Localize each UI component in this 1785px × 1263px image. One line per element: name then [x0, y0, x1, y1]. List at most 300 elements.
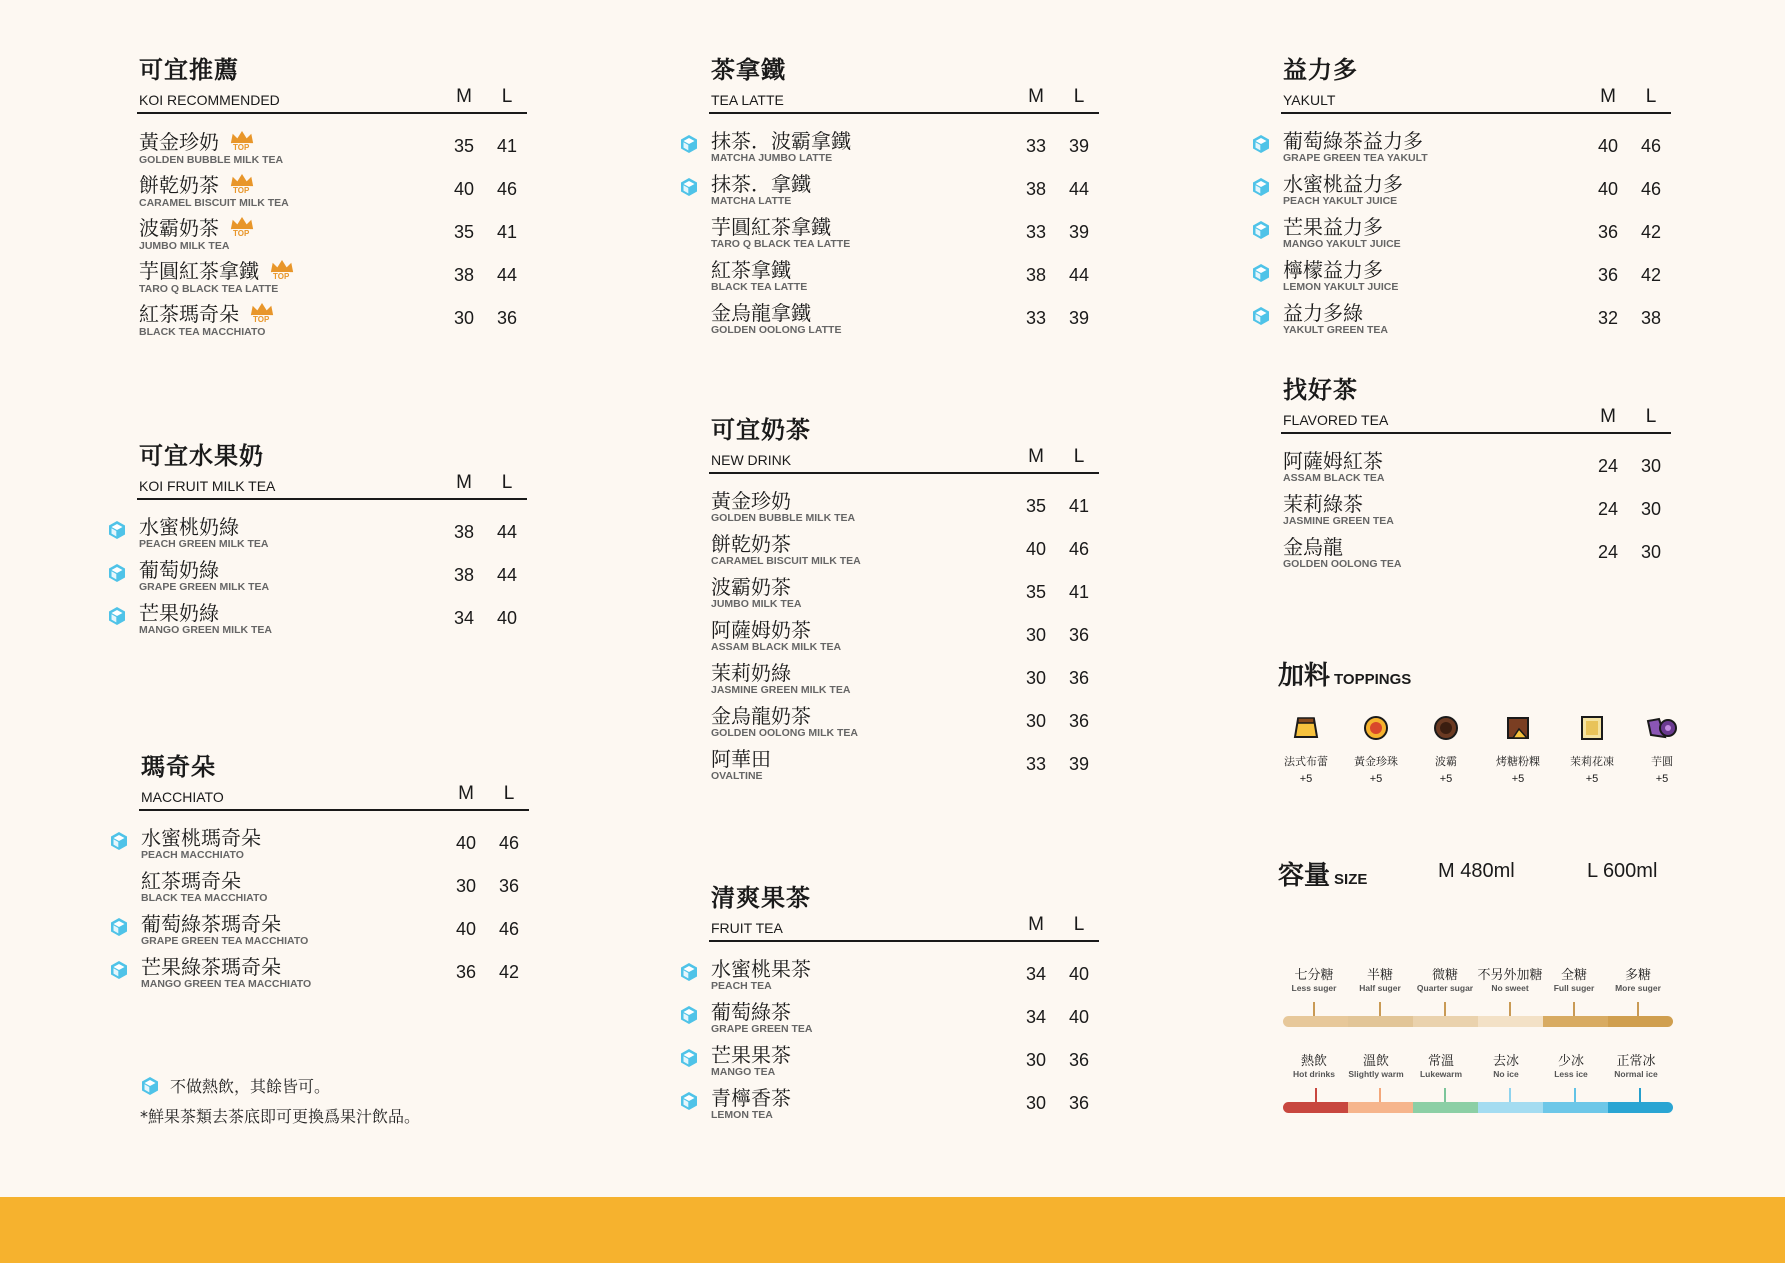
section-subtitle: YAKULT [1283, 92, 1336, 108]
price-m: 33 [1025, 222, 1047, 242]
item-name-en: GOLDEN OOLONG MILK TEA [711, 727, 858, 739]
ice-option[interactable]: 熱飲 Hot drinks [1292, 1054, 1336, 1079]
crown-icon: TOP [229, 173, 257, 197]
ice-option[interactable]: 溫飲 Slightly warm [1348, 1054, 1404, 1079]
golden-pearl-icon [1361, 715, 1391, 741]
cube-icon [1251, 177, 1271, 197]
item-name: 茉莉奶綠 [711, 661, 791, 685]
sugar-bar [1348, 1016, 1413, 1027]
item-name-en: YAKULT GREEN TEA [1283, 324, 1389, 336]
cube-icon [109, 960, 129, 980]
item-name: 檸檬益力多 [1283, 258, 1383, 282]
sugar-option[interactable]: 不另外加糖 No sweet [1477, 968, 1543, 993]
item-name-en: TARO Q BLACK TEA LATTE [711, 238, 851, 250]
size-l-header: L [503, 783, 515, 804]
sugar-tick [1509, 1002, 1511, 1016]
item-name: 紅茶拿鐵 [711, 258, 791, 282]
section-title: 瑪奇朵 [141, 753, 216, 781]
sugar-jelly-icon [1503, 715, 1533, 741]
size-m-header: M [1600, 406, 1616, 427]
item-name: 芋圓紅茶拿鐵 [711, 215, 831, 239]
price-m: 36 [1597, 265, 1619, 285]
cube-icon [679, 1005, 699, 1025]
price-l: 44 [496, 522, 518, 542]
size-l-header: L [1645, 406, 1657, 427]
sugar-tick [1573, 1002, 1575, 1016]
ice-tick [1379, 1088, 1381, 1102]
menu-item[interactable] [1281, 173, 1671, 216]
item-name-en: GOLDEN OOLONG TEA [1283, 558, 1402, 570]
price-l: 41 [496, 222, 518, 242]
cube-icon [107, 606, 127, 626]
section-subtitle: TEA LATTE [711, 92, 784, 108]
section-title: 找好茶 [1283, 376, 1358, 404]
item-name-en: GOLDEN BUBBLE MILK TEA [711, 512, 856, 524]
menu-item[interactable] [709, 619, 1099, 662]
cube-icon [1251, 306, 1271, 326]
ice-bar [1348, 1102, 1413, 1113]
price-l: 30 [1640, 456, 1662, 476]
price-m: 34 [1025, 964, 1047, 984]
item-name-en: JASMINE GREEN MILK TEA [711, 684, 851, 696]
section-title: 益力多 [1283, 56, 1358, 84]
sugar-option[interactable]: 全糖 Full suger [1553, 968, 1595, 993]
price-l: 44 [496, 565, 518, 585]
topping-taro-ball[interactable]: 芋圓 +5 [1626, 715, 1698, 785]
item-name: 金烏龍拿鐵 [711, 301, 811, 325]
item-name: 餅乾奶茶 [711, 532, 791, 556]
item-name: 芒果益力多 [1283, 215, 1383, 239]
cube-icon [1251, 220, 1271, 240]
item-name-en: CARAMEL BISCUIT MILK TEA [139, 197, 289, 209]
menu-item[interactable] [1281, 259, 1671, 302]
price-m: 35 [453, 136, 475, 156]
item-name: 金烏龍奶茶 [711, 704, 811, 728]
ice-bar [1608, 1102, 1673, 1113]
section-header [709, 446, 1099, 474]
menu-item[interactable] [709, 302, 1099, 345]
menu-item[interactable] [1281, 493, 1671, 536]
price-l: 46 [1068, 539, 1090, 559]
topping-boba[interactable]: 波霸 +5 [1410, 715, 1482, 785]
price-l: 46 [498, 833, 520, 853]
price-l: 39 [1068, 754, 1090, 774]
section-header [709, 914, 1099, 942]
menu-item[interactable] [709, 705, 1099, 748]
price-l: 41 [1068, 496, 1090, 516]
price-l: 42 [1640, 265, 1662, 285]
price-m: 30 [1025, 711, 1047, 731]
item-name: 葡萄綠茶瑪奇朵 [141, 912, 281, 936]
item-name-en: MANGO GREEN TEA MACCHIATO [141, 978, 312, 990]
section-header [1281, 86, 1671, 114]
item-name: 茉莉綠茶 [1283, 492, 1363, 516]
menu-item[interactable] [139, 870, 529, 913]
size-m-header: M [456, 472, 472, 493]
price-l: 39 [1068, 136, 1090, 156]
price-m: 33 [1025, 754, 1047, 774]
sugar-option[interactable]: 多糖 More suger [1615, 968, 1661, 993]
menu-item[interactable] [709, 259, 1099, 302]
section-subtitle: FLAVORED TEA [1283, 412, 1389, 428]
price-m: 40 [1597, 179, 1619, 199]
crown-icon: TOP [229, 216, 257, 240]
item-name: 紅茶瑪奇朵 [141, 869, 241, 893]
price-m: 30 [1025, 625, 1047, 645]
item-name-en: GRAPE GREEN TEA [711, 1023, 813, 1035]
price-l: 46 [496, 179, 518, 199]
price-m: 36 [1597, 222, 1619, 242]
menu-item[interactable] [137, 216, 527, 259]
menu-item[interactable] [139, 956, 529, 999]
boba-icon [1431, 715, 1461, 741]
menu-item[interactable] [709, 1001, 1099, 1044]
topping-pudding[interactable]: 法式布蕾 +5 [1270, 715, 1342, 785]
price-l: 36 [1068, 1093, 1090, 1113]
price-l: 36 [1068, 711, 1090, 731]
item-name: 葡萄綠茶益力多 [1283, 129, 1423, 153]
item-name: 阿薩姆紅茶 [1283, 449, 1383, 473]
price-l: 41 [1068, 582, 1090, 602]
item-name: 阿薩姆奶茶 [711, 618, 811, 642]
sugar-bar [1478, 1016, 1543, 1027]
section-fruit-milk [137, 442, 527, 645]
item-name: 抹茶．波霸拿鐵 [711, 129, 851, 153]
item-name-en: MATCHA JUMBO LATTE [711, 152, 833, 164]
jasmine-jelly-icon [1577, 715, 1607, 741]
price-l: 41 [496, 136, 518, 156]
item-name-en: CARAMEL BISCUIT MILK TEA [711, 555, 861, 567]
menu-item[interactable] [137, 130, 527, 173]
item-name: 波霸奶茶 [139, 216, 219, 240]
section-subtitle: NEW DRINK [711, 452, 792, 468]
price-l: 39 [1068, 308, 1090, 328]
item-name: 芒果綠茶瑪奇朵 [141, 955, 281, 979]
item-name: 餅乾奶茶 [139, 173, 219, 197]
menu-item[interactable] [139, 827, 529, 870]
item-name-en: LEMON YAKULT JUICE [1283, 281, 1399, 293]
price-l: 42 [1640, 222, 1662, 242]
item-name: 水蜜桃奶綠 [139, 515, 239, 539]
price-m: 30 [453, 308, 475, 328]
price-m: 40 [1025, 539, 1047, 559]
menu-item[interactable] [137, 173, 527, 216]
size-m-header: M [1028, 914, 1044, 935]
item-name: 抹茶．拿鐵 [711, 172, 811, 196]
size-l-header: L [501, 472, 513, 493]
section-title: 茶拿鐵 [711, 56, 786, 84]
section-fruit-tea [709, 884, 1099, 1130]
crown-icon: TOP [249, 302, 277, 326]
cube-icon [1251, 134, 1271, 154]
menu-item[interactable] [137, 259, 527, 302]
price-m: 40 [1597, 136, 1619, 156]
item-name-en: MANGO TEA [711, 1066, 776, 1078]
price-l: 36 [498, 876, 520, 896]
item-name: 黃金珍奶 [711, 489, 791, 513]
sugar-tick [1637, 1002, 1639, 1016]
section-macchiato [139, 753, 529, 999]
menu-item[interactable] [709, 130, 1099, 173]
ice-tick [1574, 1088, 1576, 1102]
menu-item[interactable] [709, 576, 1099, 619]
menu-item[interactable] [709, 1087, 1099, 1130]
topping-golden-pearl[interactable]: 黃金珍珠 +5 [1340, 715, 1412, 785]
item-name-en: BLACK TEA MACCHIATO [139, 326, 266, 338]
ice-option[interactable]: 常溫 Lukewarm [1419, 1054, 1463, 1079]
item-name-en: JUMBO MILK TEA [139, 240, 230, 252]
price-l: 36 [1068, 1050, 1090, 1070]
price-l: 40 [496, 608, 518, 628]
item-name: 葡萄奶綠 [139, 558, 219, 582]
size-m-header: M [1028, 446, 1044, 467]
ice-option[interactable]: 去冰 No ice [1492, 1054, 1519, 1079]
sugar-bar [1543, 1016, 1608, 1027]
cube-icon [679, 1091, 699, 1111]
ice-bar [1283, 1102, 1348, 1113]
ice-level-scale [1283, 1054, 1673, 1116]
section-tea-latte [709, 56, 1099, 345]
sugar-option[interactable]: 半糖 Half suger [1359, 968, 1401, 993]
menu-item[interactable] [709, 173, 1099, 216]
cube-icon [109, 831, 129, 851]
ice-tick [1639, 1088, 1641, 1102]
price-l: 42 [498, 962, 520, 982]
section-title: 可宜奶茶 [711, 416, 811, 444]
footer-band [0, 1197, 1785, 1263]
price-l: 30 [1640, 542, 1662, 562]
size-m-header: M [458, 783, 474, 804]
item-name-en: GOLDEN OOLONG LATTE [711, 324, 842, 336]
price-l: 36 [1068, 668, 1090, 688]
menu-item[interactable] [1281, 536, 1671, 579]
price-m: 38 [453, 522, 475, 542]
cube-icon [109, 917, 129, 937]
taro-ball-icon [1645, 715, 1679, 741]
section-title: 可宜推薦 [139, 56, 239, 84]
sugar-option[interactable]: 微糖 Quarter sugar [1416, 968, 1474, 993]
item-name-en: TARO Q BLACK TEA LATTE [139, 283, 279, 295]
item-name: 芒果奶綠 [139, 601, 219, 625]
item-name-en: JASMINE GREEN TEA [1283, 515, 1394, 527]
item-name: 阿華田 [711, 747, 771, 771]
section-title: 清爽果茶 [711, 884, 811, 912]
menu-item[interactable] [137, 602, 527, 645]
item-name-en: GOLDEN BUBBLE MILK TEA [139, 154, 284, 166]
ice-tick [1315, 1088, 1317, 1102]
price-l: 36 [496, 308, 518, 328]
price-m: 35 [453, 222, 475, 242]
item-name-en: JUMBO MILK TEA [711, 598, 802, 610]
section-header [137, 472, 527, 500]
item-name: 波霸奶茶 [711, 575, 791, 599]
ice-option[interactable]: 少冰 Less ice [1554, 1054, 1588, 1079]
footnote-fruit-juice: *鮮果茶類去茶底即可更換爲果汁飲品。 [140, 1107, 421, 1126]
section-header [1281, 406, 1671, 434]
price-l: 46 [1640, 179, 1662, 199]
section-header [137, 86, 527, 114]
price-m: 35 [1025, 496, 1047, 516]
crown-icon: TOP [229, 130, 257, 154]
sugar-bar [1608, 1016, 1673, 1027]
price-m: 32 [1597, 308, 1619, 328]
price-m: 24 [1597, 456, 1619, 476]
section-milk-tea [709, 416, 1099, 791]
item-name: 水蜜桃益力多 [1283, 172, 1403, 196]
item-name: 青檸香茶 [711, 1086, 791, 1110]
menu-item[interactable] [709, 662, 1099, 705]
toppings-title: 加料 TOPPINGS [1278, 660, 1412, 690]
price-m: 38 [1025, 265, 1047, 285]
size-m-header: M [1600, 86, 1616, 107]
price-m: 38 [453, 265, 475, 285]
sugar-level-scale [1283, 968, 1673, 1030]
price-m: 30 [1025, 668, 1047, 688]
price-l: 44 [1068, 265, 1090, 285]
item-name: 黃金珍奶 [139, 130, 219, 154]
item-name-en: ASSAM BLACK TEA [1283, 472, 1385, 484]
cube-icon [107, 563, 127, 583]
price-m: 24 [1597, 542, 1619, 562]
price-l: 36 [1068, 625, 1090, 645]
section-subtitle: MACCHIATO [141, 789, 224, 805]
item-name: 葡萄綠茶 [711, 1000, 791, 1024]
item-name-en: MATCHA LATTE [711, 195, 792, 207]
ice-bar [1413, 1102, 1478, 1113]
price-m: 40 [453, 179, 475, 199]
item-name: 益力多綠 [1283, 301, 1363, 325]
item-name-en: ASSAM BLACK MILK TEA [711, 641, 842, 653]
menu-item[interactable] [137, 302, 527, 345]
cube-icon [679, 134, 699, 154]
section-yakult [1281, 56, 1671, 345]
item-name-en: PEACH MACCHIATO [141, 849, 244, 861]
section-title: 可宜水果奶 [139, 442, 264, 470]
cube-icon [107, 520, 127, 540]
item-name-en: GRAPE GREEN TEA MACCHIATO [141, 935, 309, 947]
topping-sugar-jelly[interactable]: 烤糖粉粿 +5 [1482, 715, 1554, 785]
price-m: 30 [1025, 1093, 1047, 1113]
price-m: 30 [455, 876, 477, 896]
pudding-icon [1291, 715, 1321, 741]
item-name: 芒果果茶 [711, 1043, 791, 1067]
size-l-header: L [1645, 86, 1657, 107]
price-m: 24 [1597, 499, 1619, 519]
size-l-header: L [1073, 914, 1085, 935]
cube-icon [679, 1048, 699, 1068]
ice-bar [1478, 1102, 1543, 1113]
menu-item[interactable] [709, 958, 1099, 1001]
sugar-tick [1313, 1002, 1315, 1016]
menu-item[interactable] [1281, 130, 1671, 173]
sugar-option[interactable]: 七分糖 Less suger [1291, 968, 1337, 993]
size-m-value: M 480ml [1438, 860, 1515, 882]
price-m: 33 [1025, 308, 1047, 328]
size-l-header: L [501, 86, 513, 107]
price-l: 38 [1640, 308, 1662, 328]
item-name-en: PEACH YAKULT JUICE [1283, 195, 1398, 207]
section-flavored [1281, 376, 1671, 579]
menu-item[interactable] [137, 516, 527, 559]
sugar-bar [1283, 1016, 1348, 1027]
price-m: 30 [1025, 1050, 1047, 1070]
menu-item[interactable] [137, 559, 527, 602]
menu-item[interactable] [1281, 216, 1671, 259]
item-name: 金烏龍 [1283, 535, 1343, 559]
price-l: 40 [1068, 1007, 1090, 1027]
item-name-en: PEACH GREEN MILK TEA [139, 538, 269, 550]
price-l: 39 [1068, 222, 1090, 242]
size-m-header: M [1028, 86, 1044, 107]
item-name-en: BLACK TEA LATTE [711, 281, 808, 293]
price-m: 40 [455, 919, 477, 939]
size-l-header: L [1073, 446, 1085, 467]
section-recommended [137, 56, 527, 345]
price-l: 44 [1068, 179, 1090, 199]
size-l-value: L 600ml [1587, 860, 1658, 882]
sugar-bar [1413, 1016, 1478, 1027]
cube-icon [140, 1076, 160, 1096]
price-m: 36 [455, 962, 477, 982]
ice-option[interactable]: 正常冰 Normal ice [1614, 1054, 1658, 1079]
price-l: 46 [498, 919, 520, 939]
menu-item[interactable] [709, 748, 1099, 791]
item-name-en: BLACK TEA MACCHIATO [141, 892, 268, 904]
cube-icon [1251, 263, 1271, 283]
sugar-tick [1444, 1002, 1446, 1016]
price-l: 46 [1640, 136, 1662, 156]
price-m: 34 [1025, 1007, 1047, 1027]
item-name-en: PEACH TEA [711, 980, 772, 992]
price-m: 38 [453, 565, 475, 585]
section-subtitle: KOI RECOMMENDED [139, 92, 280, 108]
item-name: 水蜜桃瑪奇朵 [141, 826, 261, 850]
price-l: 44 [496, 265, 518, 285]
crown-icon: TOP [269, 259, 297, 283]
item-name-en: GRAPE GREEN MILK TEA [139, 581, 270, 593]
menu-item[interactable] [1281, 302, 1671, 345]
menu-item[interactable] [709, 1044, 1099, 1087]
section-header [709, 86, 1099, 114]
menu-item[interactable] [139, 913, 529, 956]
menu-item[interactable] [709, 533, 1099, 576]
topping-jasmine-jelly[interactable]: 茉莉花凍 +5 [1556, 715, 1628, 785]
item-name-en: OVALTINE [711, 770, 763, 782]
menu-item[interactable] [709, 490, 1099, 533]
price-m: 35 [1025, 582, 1047, 602]
price-m: 40 [455, 833, 477, 853]
sugar-tick [1379, 1002, 1381, 1016]
price-m: 33 [1025, 136, 1047, 156]
size-l-header: L [1073, 86, 1085, 107]
ice-bar [1543, 1102, 1608, 1113]
section-subtitle: KOI FRUIT MILK TEA [139, 478, 276, 494]
item-name: 芋圓紅茶拿鐵 [139, 259, 259, 283]
section-header [139, 783, 529, 811]
item-name-en: MANGO GREEN MILK TEA [139, 624, 272, 636]
ice-tick [1509, 1088, 1511, 1102]
menu-item[interactable] [709, 216, 1099, 259]
price-l: 40 [1068, 964, 1090, 984]
size-m-header: M [456, 86, 472, 107]
menu-item[interactable] [1281, 450, 1671, 493]
size-title: 容量 SIZE [1278, 860, 1368, 890]
item-name-en: MANGO YAKULT JUICE [1283, 238, 1401, 250]
item-name: 紅茶瑪奇朵 [139, 302, 239, 326]
footnote-no-hot: 不做熱飲，其餘皆可。 [140, 1074, 330, 1097]
ice-tick [1444, 1088, 1446, 1102]
item-name-en: LEMON TEA [711, 1109, 773, 1121]
